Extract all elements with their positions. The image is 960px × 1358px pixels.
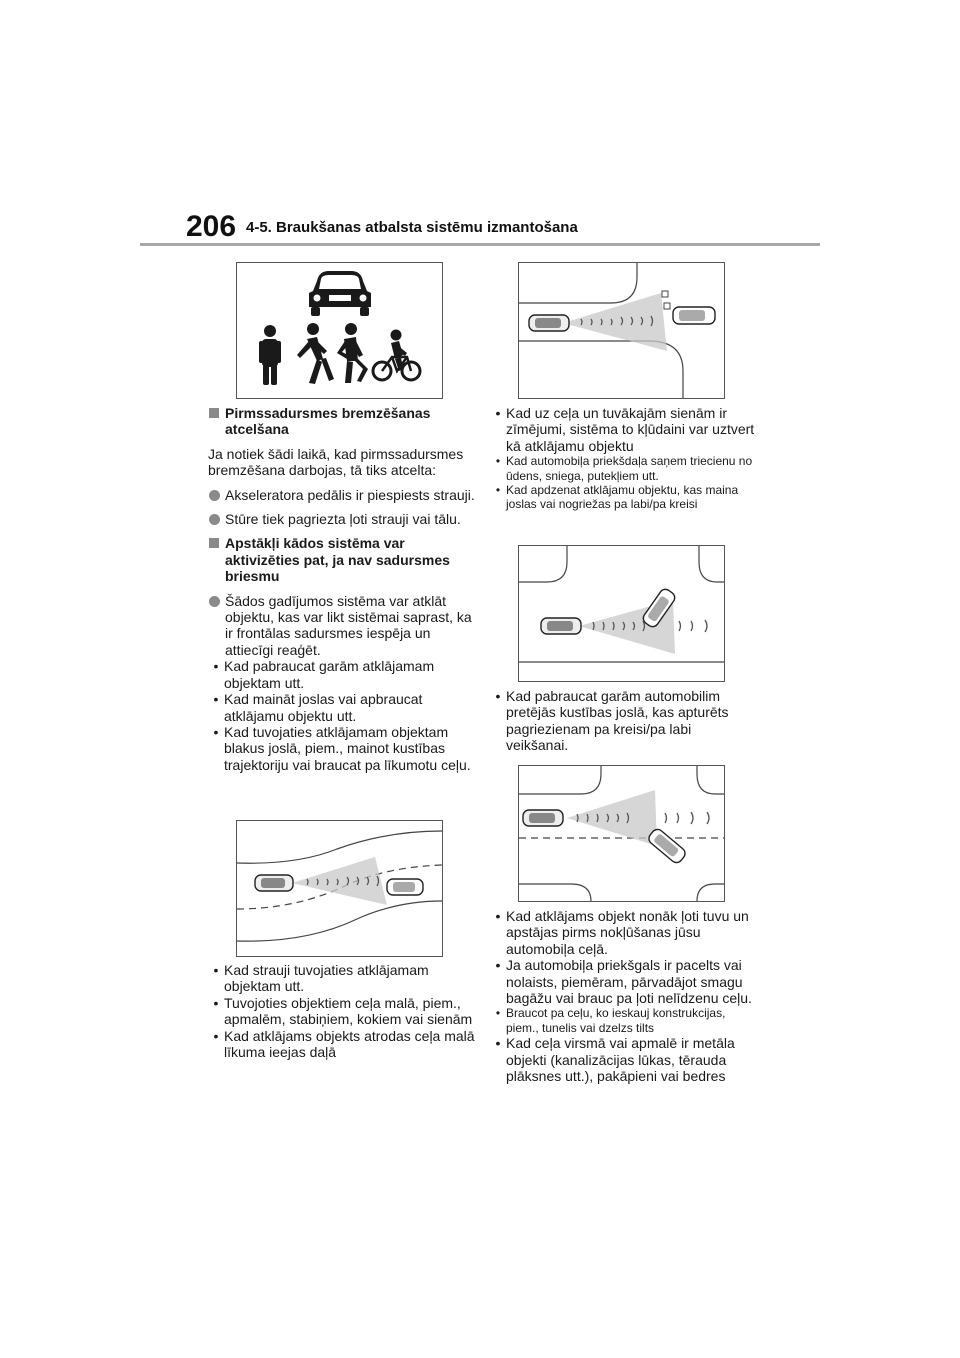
car-front-icon [309, 271, 371, 316]
list-item: • Braucot pa ceļu, ko ieskauj konstrukcijas, piem., tunelis vai dzelzs tilts [495, 1006, 726, 1035]
left-text-lower [208, 962, 476, 1060]
list-item: • Kad apdzenat atklājamu objektu, kas maina joslas vai nogriežas pa labi/pa kreisi [495, 483, 739, 512]
left-text-upper [208, 405, 476, 773]
cancel-heading: Pirmssadursmes bremzēšanas atcelšana [208, 405, 476, 438]
own-vehicle-icon [523, 810, 563, 826]
turning-vehicle-figure [518, 545, 725, 682]
list-item: • Kad atklājams objekt nonāk ļoti tuvu un apstājas pirms nokļūšanas jūsu automobiļa ceļā. [495, 908, 749, 957]
cyclist-icon [373, 330, 420, 381]
cancel-intro: Ja notiek šādi laikā, kad pirmssadursmes bremzēšana darbojas, tā tiks atcelta: [208, 445, 464, 479]
section-title: 4-5. Braukšanas atbalsta sistēmu izmantošana [246, 219, 578, 236]
page-number: 206 [186, 210, 237, 243]
target-vehicle-icon [387, 879, 423, 895]
list-item: Šādos gadījumos sistēma var atklāt objektu, kas var likt sistēmai saprast, ka ir frontālas sadursmes iespēja un attiecīgi reaģēt. [208, 593, 476, 659]
list-item: Akseleratora pedālis ir piespiests strauji. [208, 487, 476, 503]
own-vehicle-icon [541, 618, 581, 634]
list-item: Stūre tiek pagriezta ļoti strauji vai tālu. [208, 511, 476, 527]
square-bullet-icon [209, 538, 219, 548]
corner-wall-figure [518, 262, 725, 399]
list-item: • Kad uz ceļa un tuvākajām sienām ir zīmējumi, sistēma to kļūdaini var uztvert kā atklājamu objektu [495, 405, 755, 454]
list-item: • Tuvojoties objektiem ceļa malā, piem., apmalēm, stabiņiem, kokiem vai sienām [213, 994, 473, 1028]
right-text-upper [490, 405, 755, 512]
square-bullet-icon [209, 408, 219, 418]
winding-road-figure [236, 820, 443, 957]
list-item: • Kad strauji tuvojaties atklājamam objektam utt. [213, 962, 429, 995]
header-rule [140, 243, 820, 246]
oncoming-vehicle-icon [647, 827, 688, 865]
list-item: • Ja automobiļa priekšgals ir pacelts vai nolaists, piemēram, pārvadājot smagu bagāžu vai brauc pa ļoti nelīdzenu ceļu. [495, 957, 752, 1007]
circle-bullet-icon [209, 596, 220, 607]
list-item: • Kad automobiļa priekšdaļa saņem triecienu no ūdens, sniega, putekļiem utt. [495, 454, 753, 483]
right-text-lower [490, 908, 755, 1084]
circle-bullet-icon [209, 514, 220, 525]
list-item: • Kad pabraucat garām automobilim pretējās kustības joslā, kas apturēts pagriezienam pa kreisi/pa labi veikšanai. [495, 688, 729, 754]
activate-heading: Apstākļi kādos sistēma var aktivizēties pat, ja nav sadursmes briesmu [208, 535, 476, 584]
list-item: • Kad maināt joslas vai apbraucat atklājamu objektu utt. [213, 691, 423, 724]
list-item: • Kad tuvojaties atklājamam objektam blakus joslā, piem., mainot kustības trajektoriju vai braucat pa līkumotu ceļu. [213, 723, 471, 773]
list-item: • Kad atklājams objekts atrodas ceļa malā līkuma ieejas daļā [213, 1027, 475, 1061]
running-pedestrian-icon [337, 323, 368, 383]
wall-drawing-icon [662, 291, 670, 309]
circle-bullet-icon [209, 490, 220, 501]
walking-pedestrian-icon [297, 323, 334, 384]
own-vehicle-icon [255, 875, 293, 891]
detectable-objects-figure [236, 262, 443, 399]
right-text-middle [490, 688, 755, 754]
list-item: • Kad ceļa virsmā vai apmalē ir metāla objekti (kanalizācijas lūkas, tērauda plāksnes utt.), pakāpieni vai bedres [495, 1035, 735, 1085]
standing-pedestrian-icon [259, 325, 281, 385]
list-item: • Kad pabraucat garām atklājamam objektam utt. [213, 658, 435, 691]
oncoming-vehicle-figure [518, 765, 725, 902]
target-vehicle-icon [673, 307, 715, 324]
own-vehicle-icon [529, 315, 569, 331]
